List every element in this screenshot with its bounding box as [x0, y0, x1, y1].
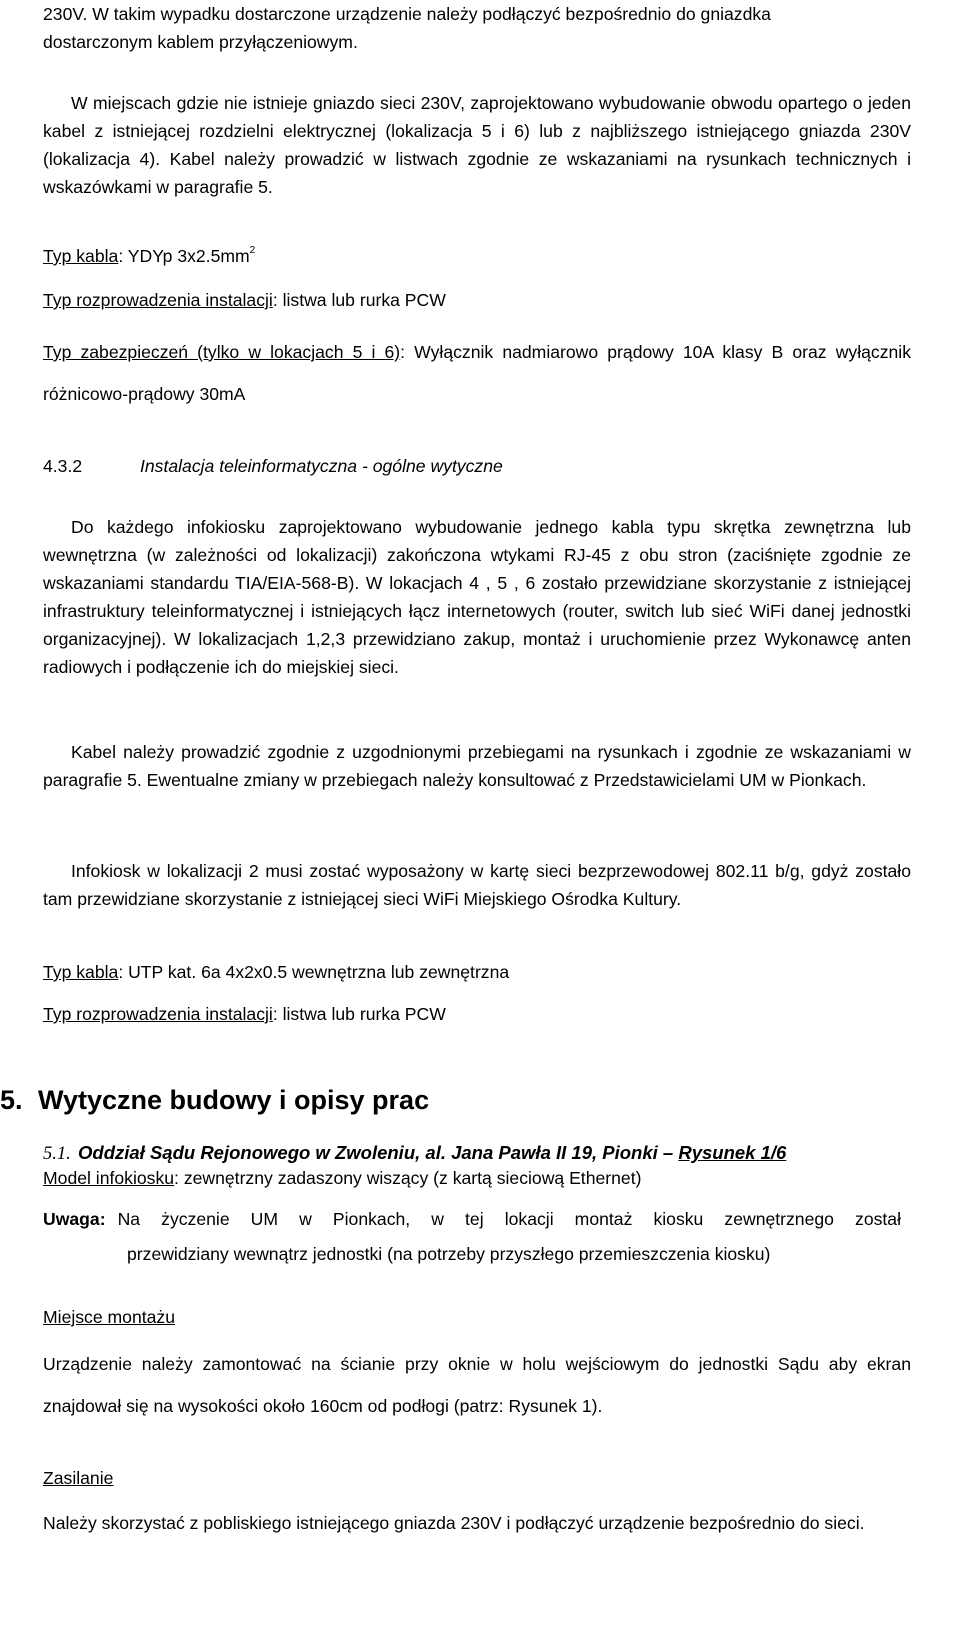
protection-type-line	[43, 331, 911, 415]
protection-type-label: Typ zabezpieczeń (tylko w lokacjach 5 i 6)	[43, 342, 401, 362]
power-heading	[43, 1464, 911, 1492]
note-block	[43, 1205, 901, 1233]
paragraph-cable-routing: Kabel należy prowadzić zgodnie z uzgodnionymi przebiegami na rysunkach i zgodnie ze wskazaniami w paragrafie 5. Ewentualne zmiany w przebiegach należy konsultować z Przedstawicielami UM w Pionkach.	[43, 742, 911, 790]
kiosk-model-value: : zewnętrzny zadaszony wiszący (z kartą sieciową Ethernet)	[174, 1168, 642, 1188]
mount-heading	[43, 1303, 911, 1331]
installation-type-value: : listwa lub rurka PCW	[272, 290, 446, 310]
cable-type-label: Typ kabla	[43, 962, 119, 982]
section-number: 4.3.2	[43, 456, 83, 476]
section-heading-5-1	[43, 1140, 786, 1167]
power-description: Należy skorzystać z pobliskiego istniejącego gniazda 230V i podłączyć urządzenie bezpośrednio do sieci.	[43, 1513, 865, 1533]
note-text-line1: Na życzenie UM w Pionkach, w tej lokacji montaż kiosku zewnętrznego został	[117, 1209, 901, 1229]
paragraph-network-cabling: Do każdego infokiosku zaprojektowano wybudowanie jednego kabla typu skrętka zewnętrzna lub wewnętrzna (w zależności od lokalizacji) zakończona wtykami RJ-45 z obu stron (zaciśnięte zgodnie ze wskazaniami standardu TIA/EIA-568-B). W lokacjach 4 , 5 , 6 zostało przewidziane skorzystanie z istniejącej infrastruktury teleinformatycznej i istniejących łącz internetowych (router, switch lub sieć WiFi danej jednostki organizacyjnej). W lokalizacjach 1,2,3 przewidziano zakup, montaż i uruchomienie przez Wykonawcę anten radiowych i podłączenie ich do miejskiej sieci.	[43, 517, 911, 677]
note-label: Uwaga:	[43, 1209, 106, 1229]
paragraph-line: dostarczonym kablem przyłączeniowym.	[43, 32, 358, 52]
power-heading-text: Zasilanie	[43, 1468, 114, 1488]
section-number: 5.	[0, 1085, 23, 1115]
cable-type-line	[43, 242, 911, 270]
section-number: 5.1.	[43, 1144, 71, 1164]
paragraph-continuation	[43, 0, 911, 56]
paragraph-power-circuit: W miejscach gdzie nie istnieje gniazdo sieci 230V, zaprojektowano wybudowanie obwodu opartego o jeden kabel z istniejącej rozdzielni elektrycznej (lokalizacja 5 i 6) lub z najbliższego istniejącego gniazda 230V (lokalizacja 4). Kabel należy prowadzić w listwach zgodnie ze wskazaniami na rysunkach technicznych i wskazówkami w paragrafie 5.	[43, 93, 911, 197]
note-text-line2: przewidziany wewnątrz jednostki (na potrzeby przyszłego przemieszczenia kiosku)	[127, 1244, 771, 1264]
section-title: Instalacja teleinformatyczna - ogólne wytyczne	[140, 456, 503, 476]
section-heading-5	[0, 1082, 429, 1118]
cable-type-value: : UTP kat. 6a 4x2x0.5 wewnętrzna lub zewnętrzna	[118, 962, 510, 982]
paragraph-wifi-card: Infokiosk w lokalizacji 2 musi zostać wyposażony w kartę sieci bezprzewodowej 802.11 b/g, gdyż zostało tam przewidziane skorzystanie z istniejącej sieci WiFi Miejskiego Ośrodka Kultury.	[43, 861, 911, 909]
cable-type-line-2	[43, 958, 911, 986]
installation-type-line-2	[43, 1000, 911, 1028]
drawing-reference-link[interactable]: Rysunek 1/6	[678, 1142, 787, 1163]
section-heading-4-3-2	[43, 452, 503, 480]
installation-type-label: Typ rozprowadzenia instalacji	[43, 1004, 273, 1024]
installation-type-line	[43, 286, 911, 314]
paragraph-line: 230V. W takim wypadku dostarczone urządzenie należy podłączyć bezpośrednio do gniazdka	[43, 4, 771, 24]
kiosk-model-label: Model infokiosku	[43, 1168, 175, 1188]
cable-type-label: Typ kabla	[43, 246, 119, 266]
mount-description: Urządzenie należy zamontować na ścianie przy oknie w holu wejściowym do jednostki Sądu aby ekran znajdował się na wysokości około 160cm od podłogi (patrz: Rysunek 1).	[43, 1354, 911, 1416]
mount-heading-text: Miejsce montażu	[43, 1307, 176, 1327]
cable-type-superscript: 2	[249, 245, 256, 256]
installation-type-label: Typ rozprowadzenia instalacji	[43, 290, 273, 310]
kiosk-model-line	[43, 1164, 911, 1192]
section-title: Wytyczne budowy i opisy prac	[38, 1085, 430, 1115]
cable-type-value: : YDYp 3x2.5mm	[118, 246, 250, 266]
installation-type-value: : listwa lub rurka PCW	[272, 1004, 446, 1024]
section-title: Oddział Sądu Rejonowego w Zwoleniu, al. Jana Pawła II 19, Pionki –	[78, 1142, 679, 1163]
protection-type-value: : Wyłącznik nadmiarowo prądowy 10A klasy B oraz wyłącznik różnicowo-prądowy 30mA	[43, 342, 911, 404]
